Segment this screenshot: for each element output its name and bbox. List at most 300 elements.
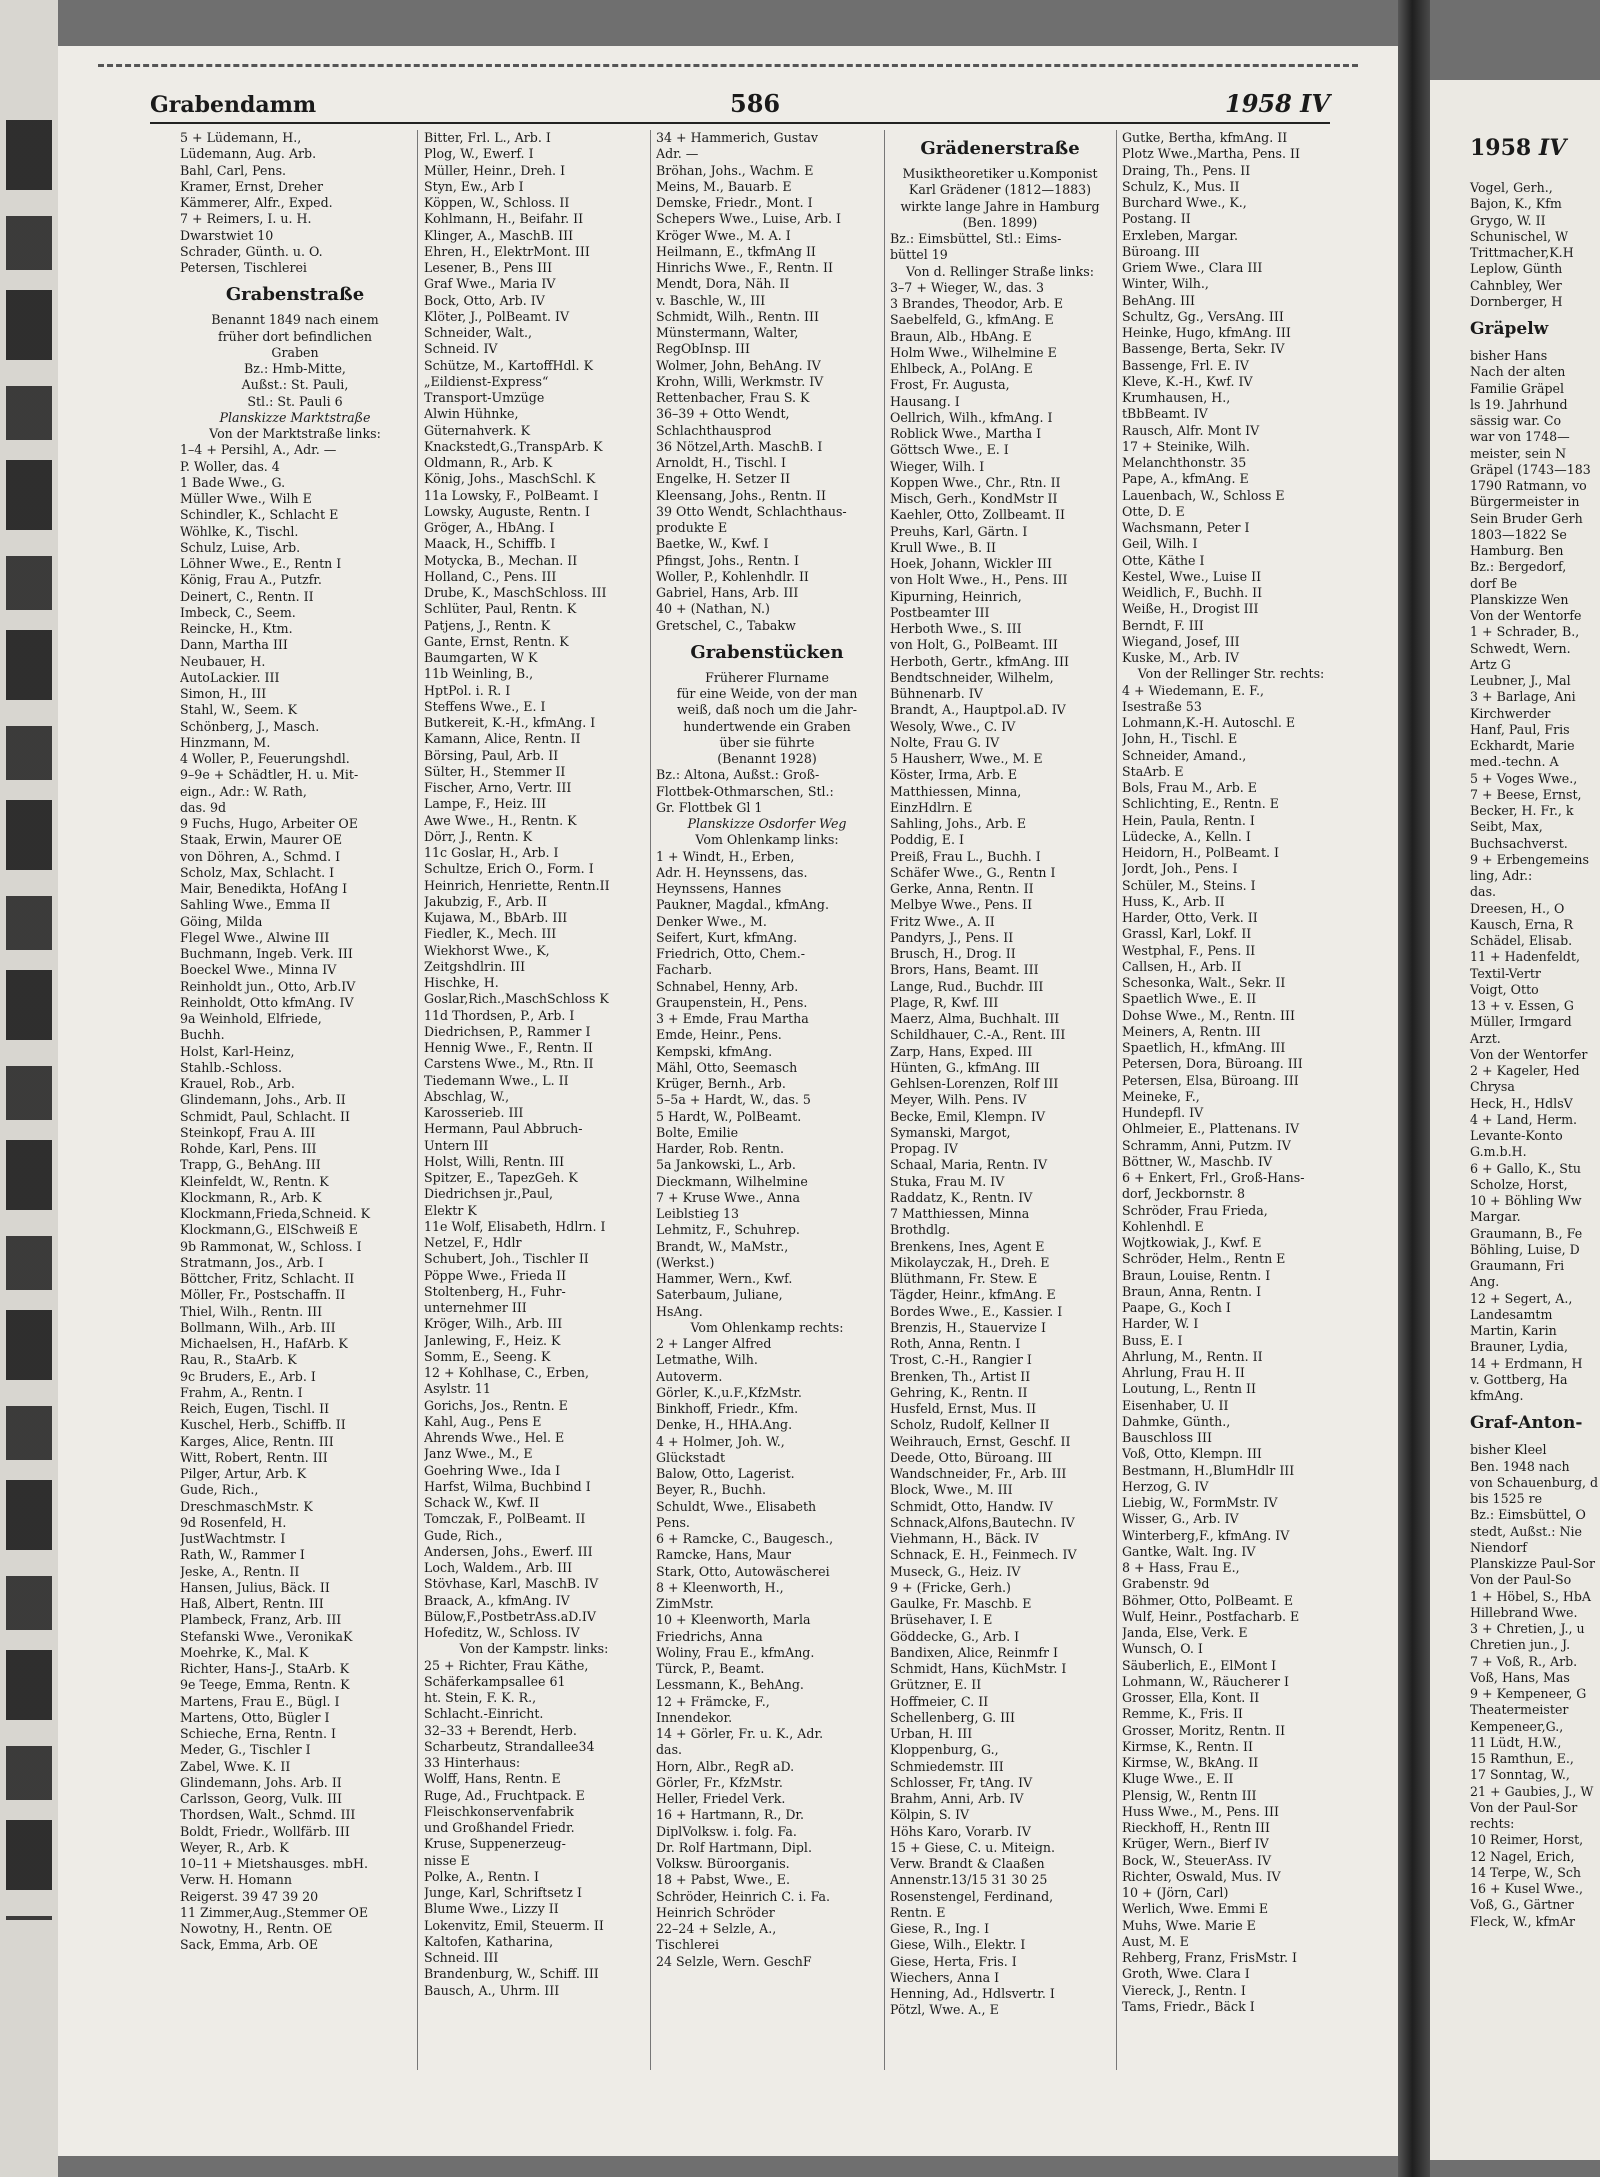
directory-entry: 5 + Lüdemann, H., bbox=[180, 130, 302, 145]
directory-entry: Letmathe, Wilh. bbox=[656, 1352, 758, 1368]
directory-entry: Bz.: Bergedorf, bbox=[1470, 559, 1567, 575]
directory-entry: Goehring Wwe., Ida I bbox=[424, 1462, 561, 1478]
directory-entry: Pfingst, Johs., Rentn. I bbox=[656, 552, 799, 568]
directory-entry: Schröder, Helm., Rentn E bbox=[1122, 1251, 1286, 1267]
directory-entry: 11e Wolf, Elisabeth, Hdlrn. I bbox=[424, 1218, 606, 1234]
directory-entry: Frost, Fr. Augusta, bbox=[890, 377, 1010, 393]
directory-entry: Sein Bruder Gerh bbox=[1470, 510, 1583, 526]
directory-entry: Tomczak, F., PolBeamt. II bbox=[424, 1511, 586, 1527]
directory-entry: Gr. Flottbek Gl 1 bbox=[656, 799, 763, 815]
directory-entry: Ehren, H., ElektrMont. III bbox=[424, 243, 590, 259]
left-page-edge bbox=[0, 0, 58, 2177]
directory-entry: Reich, Eugen, Tischl. II bbox=[180, 1401, 330, 1416]
directory-entry: Haß, Albert, Rentn. III bbox=[180, 1596, 324, 1611]
directory-entry: Hanf, Paul, Fris bbox=[1470, 721, 1570, 737]
directory-entry: Holm Wwe., Wilhelmine E bbox=[890, 344, 1057, 360]
directory-entry: Berndt, F. III bbox=[1122, 617, 1204, 633]
directory-entry: BehAng. III bbox=[1122, 292, 1196, 308]
directory-entry: Göttsch Wwe., E. I bbox=[890, 442, 1009, 458]
directory-entry: Trapp, G., BehAng. III bbox=[180, 1157, 321, 1173]
directory-entry: Hermann, Paul Abbruch- bbox=[424, 1121, 583, 1137]
directory-entry: 3 Brandes, Theodor, Arb. E bbox=[890, 296, 1064, 311]
directory-entry: Schulz, K., Mus. II bbox=[1122, 178, 1240, 194]
directory-entry: Bausch, A., Uhrm. III bbox=[424, 1982, 560, 1998]
directory-entry: Mähl, Otto, Seemasch bbox=[656, 1059, 798, 1075]
directory-entry: Eisenhaber, U. II bbox=[1122, 1397, 1229, 1413]
directory-entry: Hausang. I bbox=[890, 393, 960, 409]
directory-entry: Adr. H. Heynssens, das. bbox=[656, 864, 808, 880]
directory-entry: Börsing, Paul, Arb. II bbox=[424, 747, 559, 763]
directory-entry: Petersen, Elsa, Büroang. III bbox=[1122, 1072, 1299, 1088]
directory-entry: Stövhase, Karl, MaschB. IV bbox=[424, 1576, 599, 1592]
directory-entry: Martin, Karin bbox=[1470, 1323, 1557, 1338]
directory-entry: Ahrends Wwe., Hel. E bbox=[424, 1430, 565, 1445]
directory-entry: Hillebrand Wwe. bbox=[1470, 1604, 1578, 1620]
directory-column-2 bbox=[424, 130, 644, 2090]
directory-entry: Karges, Alice, Rentn. III bbox=[180, 1433, 334, 1449]
directory-entry: Diedrichsen, P., Rammer I bbox=[424, 1023, 591, 1039]
directory-entry: Artz G bbox=[1470, 656, 1511, 672]
directory-entry: Dreesen, H., O bbox=[1470, 900, 1565, 916]
directory-entry: Paape, G., Koch I bbox=[1122, 1300, 1231, 1315]
running-street-name: Grabendamm bbox=[150, 92, 317, 118]
directory-entry: Gaulke, Fr. Maschb. E bbox=[890, 1596, 1032, 1611]
directory-entry: Harder, Rob. Rentn. bbox=[656, 1141, 785, 1156]
directory-entry: Holst, Willi, Rentn. III bbox=[424, 1153, 565, 1169]
directory-entry: Callsen, H., Arb. II bbox=[1122, 958, 1242, 974]
directory-entry: Grosser, Moritz, Rentn. II bbox=[1122, 1722, 1286, 1738]
directory-entry: Meyer, Wilh. Pens. IV bbox=[890, 1092, 1027, 1108]
directory-entry: bisher Hans bbox=[1470, 348, 1548, 363]
directory-entry: Schlüter, Paul, Rentn. K bbox=[424, 601, 577, 617]
directory-entry: Fleck, W., kfmAr bbox=[1470, 1913, 1576, 1929]
directory-entry: Stahlb.-Schloss. bbox=[180, 1059, 282, 1075]
directory-entry: 4 Woller, P., Feuerungshdl. bbox=[180, 751, 350, 766]
directory-entry: Winter, Wilh., bbox=[1122, 276, 1209, 292]
directory-entry: Elektr K bbox=[424, 1202, 477, 1218]
directory-entry: 11 Lüdt, H.W., bbox=[1470, 1734, 1562, 1750]
directory-entry: Schramm, Anni, Putzm. IV bbox=[1122, 1137, 1291, 1153]
directory-entry: Bordes Wwe., E., Kassier. I bbox=[890, 1303, 1063, 1319]
directory-entry: 7 + Kruse Wwe., Anna bbox=[656, 1189, 801, 1205]
directory-entry: Lauenbach, W., Schloss E bbox=[1122, 487, 1285, 503]
directory-entry: König, Johs., MaschSchl. K bbox=[424, 471, 596, 487]
section-note: Von der Marktstraße links: bbox=[209, 426, 381, 441]
directory-entry: 10 + (Jörn, Carl) bbox=[1122, 1885, 1229, 1900]
directory-entry: Dörr, J., Rentn. K bbox=[424, 828, 533, 844]
directory-entry: Volksw. Büroorganis. bbox=[656, 1856, 790, 1871]
directory-entry: Geil, Wilh. I bbox=[1122, 536, 1198, 552]
directory-entry: Brusch, H., Drog. II bbox=[890, 946, 1016, 961]
directory-entry: Horn, Albr., RegR aD. bbox=[656, 1758, 795, 1774]
directory-entry: Rosenstengel, Ferdinand, bbox=[890, 1888, 1054, 1904]
directory-entry: Thordsen, Walt., Schmd. III bbox=[180, 1807, 356, 1823]
directory-entry: Meineke, F., bbox=[1122, 1088, 1200, 1104]
directory-entry: Ben. 1948 nach bbox=[1470, 1458, 1570, 1474]
directory-entry: Flottbek-Othmarschen, Stl.: bbox=[656, 783, 834, 799]
directory-entry: Blume Wwe., Lizzy II bbox=[424, 1901, 559, 1917]
directory-entry: v. Gottberg, Ha bbox=[1470, 1371, 1568, 1387]
directory-entry: JustWachtmstr. I bbox=[180, 1531, 286, 1546]
directory-entry: 15 + Giese, C. u. Miteign. bbox=[890, 1839, 1055, 1855]
directory-entry: Graupenstein, H., Pens. bbox=[656, 994, 808, 1010]
directory-entry: Kohlmann, H., Beifahr. II bbox=[424, 211, 584, 227]
directory-entry: 9 + (Fricke, Gerh.) bbox=[890, 1579, 1011, 1595]
directory-entry: Kuske, M., Arb. IV bbox=[1122, 650, 1239, 665]
directory-entry: das. bbox=[1470, 884, 1497, 900]
section-note: über sie führte bbox=[719, 734, 815, 750]
directory-entry: 3 + Chretien, J., u bbox=[1470, 1621, 1585, 1636]
directory-entry: und Großhandel Friedr. bbox=[424, 1820, 575, 1835]
directory-entry: Becke, Emil, Klempn. IV bbox=[890, 1108, 1046, 1124]
directory-entry: Weiße, H., Drogist III bbox=[1122, 601, 1259, 617]
directory-entry: Hünten, G., kfmAng. III bbox=[890, 1059, 1040, 1075]
directory-entry: Schulz, Luise, Arb. bbox=[180, 539, 301, 555]
directory-entry: Spitzer, E., TapezGeh. K bbox=[424, 1170, 578, 1185]
directory-entry: Motycka, B., Mechan. II bbox=[424, 552, 578, 568]
directory-entry: Roblick Wwe., Martha I bbox=[890, 426, 1042, 441]
directory-entry: 10–11 + Mietshausges. mbH. bbox=[180, 1856, 368, 1871]
directory-entry: Boeckel Wwe., Minna IV bbox=[180, 962, 337, 978]
directory-entry: Textil-Vertr bbox=[1470, 965, 1541, 981]
directory-entry: das. 9d bbox=[180, 799, 227, 815]
directory-entry: Braun, Louise, Rentn. I bbox=[1122, 1267, 1271, 1283]
section-note: hundertwende ein Graben bbox=[683, 718, 851, 734]
directory-entry: 9a Weinhold, Elfriede, bbox=[180, 1011, 322, 1026]
directory-entry: Holst, Karl-Heinz, bbox=[180, 1043, 295, 1059]
directory-entry: Frahm, A., Rentn. I bbox=[180, 1384, 303, 1400]
directory-entry: Heynssens, Hannes bbox=[656, 881, 782, 896]
directory-entry: Klockmann,Frieda,Schneid. K bbox=[180, 1206, 371, 1221]
directory-entry: Hamburg. Ben bbox=[1470, 543, 1564, 558]
directory-entry: 11c Goslar, H., Arb. I bbox=[424, 845, 559, 860]
directory-entry: 5 Hardt, W., PolBeamt. bbox=[656, 1108, 802, 1124]
directory-entry: 16 + Hartmann, R., Dr. bbox=[656, 1807, 805, 1823]
facing-page-column bbox=[1470, 180, 1600, 1930]
directory-entry: 4 + Holmer, Joh. W., bbox=[656, 1433, 785, 1449]
directory-entry: Hammer, Wern., Kwf. bbox=[656, 1271, 793, 1286]
directory-entry: 1790 Ratmann, vo bbox=[1470, 478, 1587, 493]
directory-entry: Bröhan, Johs., Wachm. E bbox=[656, 162, 814, 178]
directory-entry: Heinke, Hugo, kfmAng. III bbox=[1122, 325, 1291, 340]
directory-entry: Krull Wwe., B. II bbox=[890, 539, 996, 555]
directory-entry: Brandenburg, W., Schiff. III bbox=[424, 1966, 599, 1982]
directory-entry: Herboth Wwe., S. III bbox=[890, 621, 1022, 636]
directory-entry: Preuhs, Karl, Gärtn. I bbox=[890, 523, 1028, 539]
directory-entry: Herboth, Gertr., kfmAng. III bbox=[890, 653, 1069, 669]
directory-entry: Becker, H. Fr., k bbox=[1470, 803, 1574, 818]
directory-entry: 24 Selzle, Wern. GeschF bbox=[656, 1953, 812, 1969]
directory-entry: das. bbox=[656, 1742, 683, 1758]
directory-entry: Gehlsen-Lorenzen, Rolf III bbox=[890, 1076, 1059, 1091]
directory-entry: Remme, K., Fris. II bbox=[1122, 1706, 1243, 1722]
directory-entry: Pötzl, Wwe. A., E bbox=[890, 2002, 999, 2018]
directory-entry: Wisser, G., Arb. IV bbox=[1122, 1511, 1239, 1527]
directory-entry: Krüger, Wern., Bierf IV bbox=[1122, 1836, 1269, 1852]
directory-entry: Viereck, J., Rentn. I bbox=[1122, 1982, 1246, 1998]
directory-entry: Harder, Otto, Verk. II bbox=[1122, 910, 1258, 925]
directory-entry: Goslar,Rich.,MaschSchloss K bbox=[424, 991, 609, 1007]
directory-entry: Werlich, Wwe. Emmi E bbox=[1122, 1901, 1269, 1917]
directory-entry: Hinrichs Wwe., F., Rentn. II bbox=[656, 260, 833, 275]
directory-entry: Wojtkowiak, J., Kwf. E bbox=[1122, 1235, 1262, 1250]
directory-entry: 4 + Wiedemann, E. F., bbox=[1122, 682, 1264, 698]
directory-entry: Postang. II bbox=[1122, 211, 1191, 227]
directory-entry: Gude, Rich., bbox=[180, 1482, 259, 1498]
directory-entry: Postbeamter III bbox=[890, 604, 990, 620]
directory-entry: Patjens, J., Rentn. K bbox=[424, 617, 551, 633]
directory-entry: Butkereit, K.-H., kfmAng. I bbox=[424, 715, 596, 730]
directory-entry: Wulf, Heinr., Postfacharb. E bbox=[1122, 1608, 1300, 1624]
directory-entry: 2 + Langer Alfred bbox=[656, 1336, 772, 1351]
directory-entry: 2 + Kageler, Hed bbox=[1470, 1063, 1580, 1078]
directory-entry: Engelke, H. Setzer II bbox=[656, 471, 791, 487]
directory-entry: Annenstr.13/15 31 30 25 bbox=[890, 1872, 1048, 1888]
directory-entry: Kluge Wwe., E. II bbox=[1122, 1771, 1234, 1787]
directory-entry: tBbBeamt. IV bbox=[1122, 406, 1208, 422]
directory-entry: Weidlich, F., Buchh. II bbox=[1122, 585, 1263, 600]
directory-entry: von Holt, G., PolBeamt. III bbox=[890, 637, 1058, 653]
section-note: früher dort befindlichen bbox=[218, 328, 372, 344]
directory-entry: Blüthmann, Fr. Stew. E bbox=[890, 1271, 1038, 1286]
directory-entry: Planskizze Paul-Sor bbox=[1470, 1556, 1596, 1571]
directory-entry: Klockmann,G., ElSchweiß E bbox=[180, 1222, 358, 1238]
directory-entry: 36–39 + Otto Wendt, bbox=[656, 406, 790, 422]
directory-entry: bis 1525 re bbox=[1470, 1491, 1543, 1506]
directory-entry: Fischer, Arno, Vertr. III bbox=[424, 780, 572, 795]
directory-entry: Bock, W., SteuerAss. IV bbox=[1122, 1852, 1272, 1868]
directory-entry: Diedrichsen jr.,Paul, bbox=[424, 1186, 553, 1202]
facing-page bbox=[1430, 80, 1600, 2160]
section-note: wirkte lange Jahre in Hamburg bbox=[900, 198, 1100, 214]
directory-entry: Mendt, Dora, Näh. II bbox=[656, 276, 790, 292]
directory-entry: Hoffmeier, C. II bbox=[890, 1693, 989, 1709]
directory-entry: Richter, Hans-J., StaArb. K bbox=[180, 1661, 350, 1676]
directory-entry: DiplVolksw. i. folg. Fa. bbox=[656, 1823, 797, 1839]
directory-entry: Rau, R., StaArb. K bbox=[180, 1352, 297, 1368]
directory-entry: Sahling Wwe., Emma II bbox=[180, 897, 331, 913]
directory-entry: Schädel, Elisab. bbox=[1470, 933, 1573, 948]
directory-entry: Adr. — bbox=[656, 146, 699, 162]
directory-entry: stedt, Außst.: Nie bbox=[1470, 1523, 1582, 1539]
directory-column-3 bbox=[656, 130, 878, 2090]
directory-entry: Wachsmann, Peter I bbox=[1122, 520, 1250, 535]
directory-entry: Stefanski Wwe., VeronikaK bbox=[180, 1628, 353, 1644]
directory-entry: Wiekhorst Wwe., K, bbox=[424, 942, 550, 958]
directory-entry: Bz.: Altona, Außst.: Groß- bbox=[656, 767, 820, 783]
directory-entry: Autoverm. bbox=[656, 1368, 723, 1384]
directory-entry: Propag. IV bbox=[890, 1141, 958, 1156]
directory-entry: Verw. H. Homann bbox=[180, 1872, 292, 1888]
directory-entry: Ang. bbox=[1470, 1274, 1500, 1290]
directory-entry: Transport-Umzüge bbox=[424, 390, 545, 405]
directory-entry: Schultz, Gg., VersAng. III bbox=[1122, 308, 1284, 324]
directory-entry: Schlichting, E., Rentn. E bbox=[1122, 796, 1279, 812]
directory-entry: Block, Wwe., M. III bbox=[890, 1482, 1013, 1498]
street-heading: Gräpelw bbox=[1470, 319, 1549, 339]
directory-entry: Hennig Wwe., F., Rentn. II bbox=[424, 1040, 593, 1055]
directory-entry: Kröger Wwe., M. A. I bbox=[656, 227, 791, 243]
directory-entry: Scharbeutz, Strandallee34 bbox=[424, 1738, 595, 1754]
directory-entry: Polke, A., Rentn. I bbox=[424, 1868, 539, 1884]
directory-entry: von Schauenburg, d bbox=[1470, 1474, 1599, 1490]
directory-entry: Scholz, Max, Schlacht. I bbox=[180, 864, 335, 880]
directory-entry: Mikolayczak, H., Dreh. E bbox=[890, 1254, 1050, 1270]
directory-entry: Böhmer, Otto, PolBeamt. E bbox=[1122, 1592, 1294, 1608]
directory-entry: 9b Rammonat, W., Schloss. I bbox=[180, 1238, 362, 1254]
directory-entry: Schmidt, Otto, Handw. IV bbox=[890, 1498, 1053, 1514]
directory-entry: Kamann, Alice, Rentn. II bbox=[424, 731, 581, 747]
directory-entry: 13 + v. Essen, G bbox=[1470, 998, 1574, 1013]
directory-entry: Mair, Benedikta, HofAng I bbox=[180, 881, 348, 896]
column-divider bbox=[884, 130, 885, 2070]
directory-entry: 7 + Beese, Ernst, bbox=[1470, 786, 1582, 802]
directory-entry: Heinrich Schröder bbox=[656, 1904, 775, 1920]
directory-entry: Heidorn, H., PolBeamt. I bbox=[1122, 845, 1280, 860]
directory-entry: Giese, Herta, Fris. I bbox=[890, 1953, 1017, 1969]
directory-entry: Weihrauch, Ernst, Geschf. II bbox=[890, 1433, 1071, 1449]
directory-entry: Rehberg, Franz, FrisMstr. I bbox=[1122, 1950, 1297, 1965]
directory-entry: Westphal, F., Pens. II bbox=[1122, 942, 1256, 958]
directory-entry: Kröger, Wilh., Arb. III bbox=[424, 1316, 563, 1332]
directory-entry: Brandt, W., MaMstr., bbox=[656, 1238, 789, 1254]
directory-entry: Ramcke, Hans, Maur bbox=[656, 1547, 791, 1563]
directory-entry: Jakubzig, F., Arb. II bbox=[424, 893, 548, 909]
directory-entry: Brenkens, Ines, Agent E bbox=[890, 1238, 1045, 1254]
directory-entry: 7 + Voß, R., Arb. bbox=[1470, 1653, 1578, 1669]
directory-entry: Kirmse, K., Rentn. II bbox=[1122, 1738, 1253, 1754]
directory-entry: Kleensang, Johs., Rentn. II bbox=[656, 487, 826, 503]
directory-entry: Misch, Gerh., KondMstr II bbox=[890, 491, 1058, 506]
section-note: Graben bbox=[271, 344, 319, 360]
directory-entry: Lohmann, W., Räucherer I bbox=[1122, 1673, 1289, 1689]
directory-entry: 5 Hausherr, Wwe., M. E bbox=[890, 751, 1043, 766]
directory-entry: Schnabel, Henny, Arb. bbox=[656, 978, 799, 994]
directory-entry: Schröder, Heinrich C. i. Fa. bbox=[656, 1888, 830, 1904]
directory-entry: Huss Wwe., M., Pens. III bbox=[1122, 1803, 1279, 1819]
directory-entry: war von 1748— bbox=[1470, 429, 1570, 445]
section-note: (Ben. 1899) bbox=[962, 214, 1038, 230]
directory-entry: Sahling, Johs., Arb. E bbox=[890, 816, 1027, 831]
directory-entry: Bitter, Frl. L., Arb. I bbox=[424, 130, 551, 145]
directory-entry: Beyer, R., Buchh. bbox=[656, 1482, 767, 1498]
directory-entry: Bassenge, Berta, Sekr. IV bbox=[1122, 341, 1285, 357]
directory-entry: Glückstadt bbox=[656, 1449, 726, 1465]
directory-entry: Wöhlke, K., Tischl. bbox=[180, 523, 299, 539]
directory-entry: Stuka, Frau M. IV bbox=[890, 1173, 1005, 1189]
section-note: Von der Kampstr. links: bbox=[459, 1641, 609, 1657]
directory-entry: Hoek, Johann, Wickler III bbox=[890, 556, 1052, 571]
directory-entry: Bandixen, Alice, Reinmfr I bbox=[890, 1644, 1058, 1660]
directory-entry: Bock, Otto, Arb. IV bbox=[424, 292, 545, 308]
directory-entry: Bauschloss III bbox=[1122, 1430, 1212, 1445]
directory-entry: Maack, H., Schiffb. I bbox=[424, 536, 556, 552]
directory-entry: 34 + Hammerich, Gustav bbox=[656, 130, 818, 145]
directory-entry: 12 + Segert, A., bbox=[1470, 1290, 1573, 1306]
directory-entry: Nach der alten bbox=[1470, 364, 1566, 380]
directory-entry: Lessmann, K., BehAng. bbox=[656, 1677, 804, 1693]
directory-entry: 18 + Pabst, Wwe., E. bbox=[656, 1872, 790, 1888]
page-header bbox=[150, 82, 1330, 124]
directory-entry: Kleve, K.-H., Kwf. IV bbox=[1122, 373, 1253, 389]
directory-entry: EinzHdlrn. E bbox=[890, 799, 973, 815]
directory-entry: P. Woller, das. 4 bbox=[180, 458, 280, 474]
directory-entry: Fritz Wwe., A. II bbox=[890, 913, 995, 929]
directory-entry: 1 + Höbel, S., HbA bbox=[1470, 1588, 1592, 1604]
directory-entry: Schröder, Frau Frieda, bbox=[1122, 1202, 1268, 1218]
directory-entry: Meins, M., Bauarb. E bbox=[656, 178, 792, 194]
directory-entry: Neubauer, H. bbox=[180, 653, 266, 669]
directory-entry: Husfeld, Ernst, Mus. II bbox=[890, 1401, 1037, 1416]
directory-entry: Cahnbley, Wer bbox=[1470, 277, 1562, 293]
directory-entry: Styn, Ew., Arb I bbox=[424, 178, 524, 194]
directory-entry: Krumhausen, H., bbox=[1122, 390, 1231, 405]
directory-entry: Woliny, Frau E., kfmAng. bbox=[656, 1644, 815, 1660]
directory-entry: 7 + Reimers, I. u. H. bbox=[180, 211, 312, 227]
directory-entry: Weyer, R., Arb. K bbox=[180, 1839, 289, 1855]
directory-entry: Staak, Erwin, Maurer OE bbox=[180, 832, 343, 848]
directory-entry: Jordt, Joh., Pens. I bbox=[1122, 861, 1238, 877]
directory-entry: Buss, E. I bbox=[1122, 1332, 1183, 1348]
directory-entry: 11 + Hadenfeldt, bbox=[1470, 949, 1580, 965]
directory-entry: Maerz, Alma, Buchhalt. III bbox=[890, 1011, 1060, 1026]
directory-entry: Seibt, Max, bbox=[1470, 819, 1543, 835]
directory-entry: 3 + Emde, Frau Martha bbox=[656, 1011, 809, 1026]
directory-entry: Jeske, A., Rentn. II bbox=[180, 1563, 300, 1579]
directory-entry: von Holt Wwe., H., Pens. III bbox=[890, 572, 1068, 588]
directory-entry: Denker Wwe., M. bbox=[656, 913, 767, 929]
directory-entry: Kämmerer, Alfr., Exped. bbox=[180, 195, 333, 210]
directory-entry: Bollmann, Wilh., Arb. III bbox=[180, 1319, 336, 1335]
directory-entry: Gutke, Bertha, kfmAng. II bbox=[1122, 130, 1288, 145]
directory-entry: Burchard Wwe., K., bbox=[1122, 195, 1247, 210]
directory-entry: 1–4 + Persihl, A., Adr. — bbox=[180, 442, 337, 458]
directory-entry: produkte E bbox=[656, 520, 728, 535]
directory-entry: John, H., Tischl. E bbox=[1122, 731, 1238, 747]
directory-entry: Kuschel, Herb., Schiffb. II bbox=[180, 1417, 346, 1433]
directory-entry: Kloppenburg, G., bbox=[890, 1742, 999, 1758]
directory-entry: 36 Nötzel,Arth. MaschB. I bbox=[656, 438, 823, 454]
directory-entry: Braun, Alb., HbAng. E bbox=[890, 328, 1032, 344]
directory-entry: Plambeck, Franz, Arb. III bbox=[180, 1612, 342, 1628]
directory-entry: Schmidt, Hans, KüchMstr. I bbox=[890, 1661, 1067, 1676]
directory-entry: Moehrke, K., Mal. K bbox=[180, 1644, 309, 1660]
directory-entry: unternehmer III bbox=[424, 1300, 527, 1315]
directory-entry: Graf Wwe., Maria IV bbox=[424, 276, 556, 292]
directory-entry: Scholze, Horst, bbox=[1470, 1176, 1568, 1192]
directory-entry: Schlachthausprod bbox=[656, 422, 772, 438]
directory-entry: Seifert, Kurt, kfmAng. bbox=[656, 929, 798, 945]
directory-entry: Görler, Fr., KfzMstr. bbox=[656, 1774, 783, 1790]
directory-entry: Glindemann, Johs. Arb. II bbox=[180, 1774, 342, 1790]
directory-entry: Reincke, H., Ktm. bbox=[180, 621, 293, 636]
directory-entry: Karosserieb. III bbox=[424, 1105, 524, 1120]
directory-entry: Wesoly, Wwe., C. IV bbox=[890, 718, 1016, 734]
directory-entry: Lüdemann, Aug. Arb. bbox=[180, 146, 317, 162]
directory-entry: Heilmann, E., tkfmAng II bbox=[656, 243, 816, 259]
directory-entry: Alwin Hühnke, bbox=[424, 406, 519, 422]
directory-entry: Witt, Robert, Rentn. III bbox=[180, 1449, 328, 1465]
directory-entry: Griem Wwe., Clara III bbox=[1122, 260, 1263, 275]
directory-entry: Kirmse, W., BkAng. II bbox=[1122, 1755, 1259, 1770]
directory-entry: Hinzmann, M. bbox=[180, 734, 271, 750]
directory-entry: Tägder, Heinr., kfmAng. E bbox=[890, 1287, 1056, 1303]
planskizze-ref: Planskizze Osdorfer Weg bbox=[687, 816, 847, 831]
directory-entry: Martens, Frau E., Bügl. I bbox=[180, 1693, 340, 1709]
directory-entry: Chrysa bbox=[1470, 1079, 1515, 1095]
directory-entry: bisher Kleel bbox=[1470, 1442, 1547, 1458]
directory-entry: büttel 19 bbox=[890, 247, 948, 263]
